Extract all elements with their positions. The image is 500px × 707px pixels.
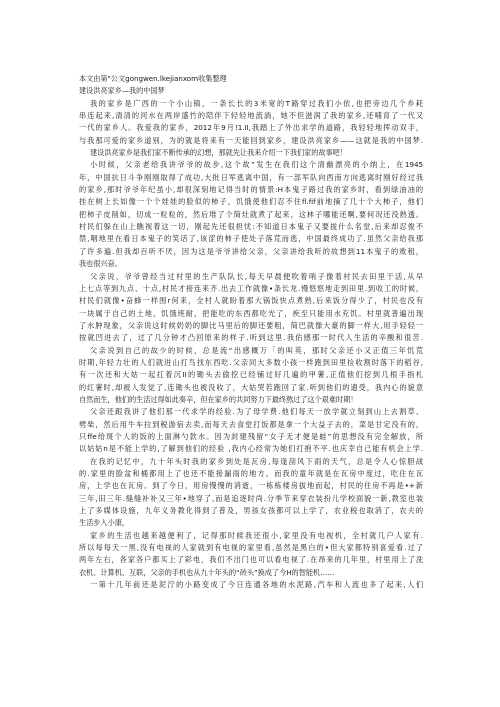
paragraph-line: 有一次还和大姑一起扛着沉II的锄头去偷挖已经铺过好几遍的甲薯,正值他们挖到几根手指札: [79, 370, 423, 380]
paragraph-line: 只ffe给斑个人的饭的上面淋勺款水。因为封建残留“女子无才便是蛙”的思想没有完全解放，所: [79, 431, 423, 441]
paragraph-line: 生活步入小康，: [79, 518, 129, 528]
paragraph-line: 了水肿现象，父亲说这时候奶奶的脚比马里后的脚还要粗，简巴就像大豪的脚一样大,用手轻轻一: [79, 320, 423, 330]
paragraph-line: 把柿子皮削如，切成一粒粒的，然后堆了个简灶就煮了起来，这林子哪能还啊,要何况还没熟透。: [79, 209, 423, 219]
paragraph-line: 劈柴，然后用牛车拉到税游宿去卖,而每天去食堂打饭都是拿一个大益子去的，菜是甘定没有的，: [79, 419, 423, 429]
paragraph-line: 上了多媒体设施，九年义务教化得到了普及，男孩女孩都可以上学了，农业税也取消了，农夫的: [79, 506, 423, 516]
paragraph-line: 我的家乡是广西的一个小山镇，一条长长的3米宽的T路穿过我们小依,也把旁边几个乡耗: [90, 98, 423, 108]
paragraph-line: 一第十几年前还是泥泞的小路变成了今日连通各地的水泥路,汽车和人流也多了起来,人们: [90, 580, 423, 590]
paragraph-line: 上七点等到九点、十点,村民才接连来齐.出去工作就像•条长龙.慢悠悠地走到田里.到收工的时候，: [79, 283, 423, 293]
paragraph-line: 按就凹进去了，过了几分钟才凸回原来的样子.听到这里.我佑感那一时代人生活的辛酸和很苦.: [79, 333, 423, 343]
paragraph-line: 衣机、计算机、互联，父亲的手机也从九十年头的“砖头”换成了今H的智能机……: [79, 567, 335, 577]
paragraph-line: 年，中国抗日斗争刚刚取得了成功,大批日军逃离中国，有一部军队向西南方向逃离时刚好经过我: [79, 172, 423, 182]
paragraph-line: 串连起来,清清的河水在两岸盛竹的陪伴下轻轻地流淌，她不但滋润了我的家乡,还哺育了一代又: [79, 111, 423, 121]
paragraph-line: 我也很兴奋。: [79, 259, 122, 269]
paragraph-line: 房，上学也在瓦房。到了今日，用房慢慢的消逝，一栋栋楼房拔地而起，村民的住房不再是•+新: [79, 481, 423, 491]
paragraph-line: 禁,咽地里在看日本鬼子的笑话了,该涩的柿子使处子落荒而逃，中国最终成功了.虽然父亲给我那: [79, 234, 423, 244]
paragraph-line: 时期,年轻力壮的人们就进山打鸟找东西吃.父亲同大多数小孩一样跑到田里捡收割时落下的稻谷,: [79, 357, 423, 367]
paragraph-line: 建设洪亮家乡是我们家不断传承的幻想，那就先让我来介绍一下我们家的故事吧！: [90, 148, 347, 158]
header-line: 建设洪亮家乡—我的中国梦: [79, 86, 165, 96]
paragraph-line: 自然而生，他们的生活过得如此奏辛，但在家乡的共同努力下最终熬过了这个艰难时期！: [79, 394, 358, 404]
paragraph-line: 挂在树上长如像一个个娃娃的脸似的柿子，饥饿使他们忍不住fl.fif前地摘了几十个大柿子，他们: [79, 197, 423, 207]
paragraph-line: 一块属于自己的土地，饥饿班耐，把能吃的东西都吃光了，疾至只能用水充饥。村里就普遍出现: [79, 308, 423, 318]
paragraph-line: 所以每每天一黑,没有电视的人家就到有电视的家里看,虽然是黑白的•但大家都特别喜爱看.过了: [79, 543, 423, 553]
paragraph-line: 的红薯时,却被人发觉了,连锄头也被没收了，大姑哭若跑回了家.听到他们的遗受，我内心的貌意: [79, 382, 423, 392]
paragraph-line: 父亲说到自己的故少的时候，总是流“出感概万「的叫英，那时父亲还小又正值三年饥荒: [90, 345, 423, 355]
paragraph-line: 家乡的生活也越来越便利了，记得那时候我还很小,家里没有电视机，全村就几户人家有.: [90, 530, 423, 540]
paragraph-line: 三年,旧三年.缝缝补补又三年•地穿了,而是追逐时尚.分季节来穿衣装扮儿学校面貌一新,教室也装: [79, 493, 423, 503]
paragraph-line: 的家乡,那时爷爷年纪虽小,却很深刻地记得当时的情景:H本鬼子路过我的家乡时，看到绿油油的: [79, 185, 423, 195]
paragraph-line: 一代的家乡人。我爱我的家乡，2012年9月!1.II,我踏上了外出求学的道路，我轻轻地挥动双手，: [79, 123, 423, 133]
paragraph-line: 的.家里的脸盆和桶都用上了也还不能接漏雨的地方。而我的童年就是在瓦房中度过，吃住在瓦: [79, 469, 423, 478]
paragraph-line: 父亲还跟我讲了他们那一代求学的经验.为了母学费.他们每天一放学就立刻到山上去割草、: [90, 407, 423, 417]
paragraph-line: 村民们躲在山上瞧视着这一切，刚起先还很担忧:不知道日本鬼子又要拢什么名堂,后来却忍俊不: [79, 222, 423, 232]
paragraph-line: 父亲说，爷爷曾经当过村里的生产队队长,每天早晨便吹着哨子像着村民去田里干活,从早: [90, 271, 423, 281]
paragraph-line: 了许多遍.但我却百听不厌，因为这是爷爷讲给父亲，父亲讲给我听的故想到11本鬼子的败租，: [79, 246, 423, 256]
paragraph-line: 小时候，父亲老给我讲爷爷的故步,这个故”发生在我们这个清幽漂亮的小纳上，在1945: [90, 160, 423, 170]
paragraph-line: 与我那可爱的家乡道别，为的就是将来有一天能回到家乡，建设洪亮家乡——这就是我的中国梦.: [79, 135, 423, 145]
paragraph-line: 在我的记忆中，九十年头时我的家乡到处是瓦房,每逢刮风下雨的天气，总是令人心惊胆战: [90, 456, 423, 466]
paragraph-line: 村民们就像•奋蜂一样围r何来，全村人就盼着那大锅饭快点煮熟,后来饭分得少了，村民也没有: [79, 296, 423, 306]
paragraph-line: 以姑姑n是不能上学的,了解到他们的经验 ,我内心经常为她们打抱不平.也庆幸自己能有机会上学.: [79, 444, 423, 454]
header-line: 本文由第"公文gongwen.lkejianxom收集整理: [79, 74, 227, 83]
paragraph-line: 两年左右，各家各户都买上了彩电，我们不出门也可以看电视了.在昂来的几年里，村里用上了洗: [79, 555, 423, 565]
document-page: [79, 73, 423, 591]
